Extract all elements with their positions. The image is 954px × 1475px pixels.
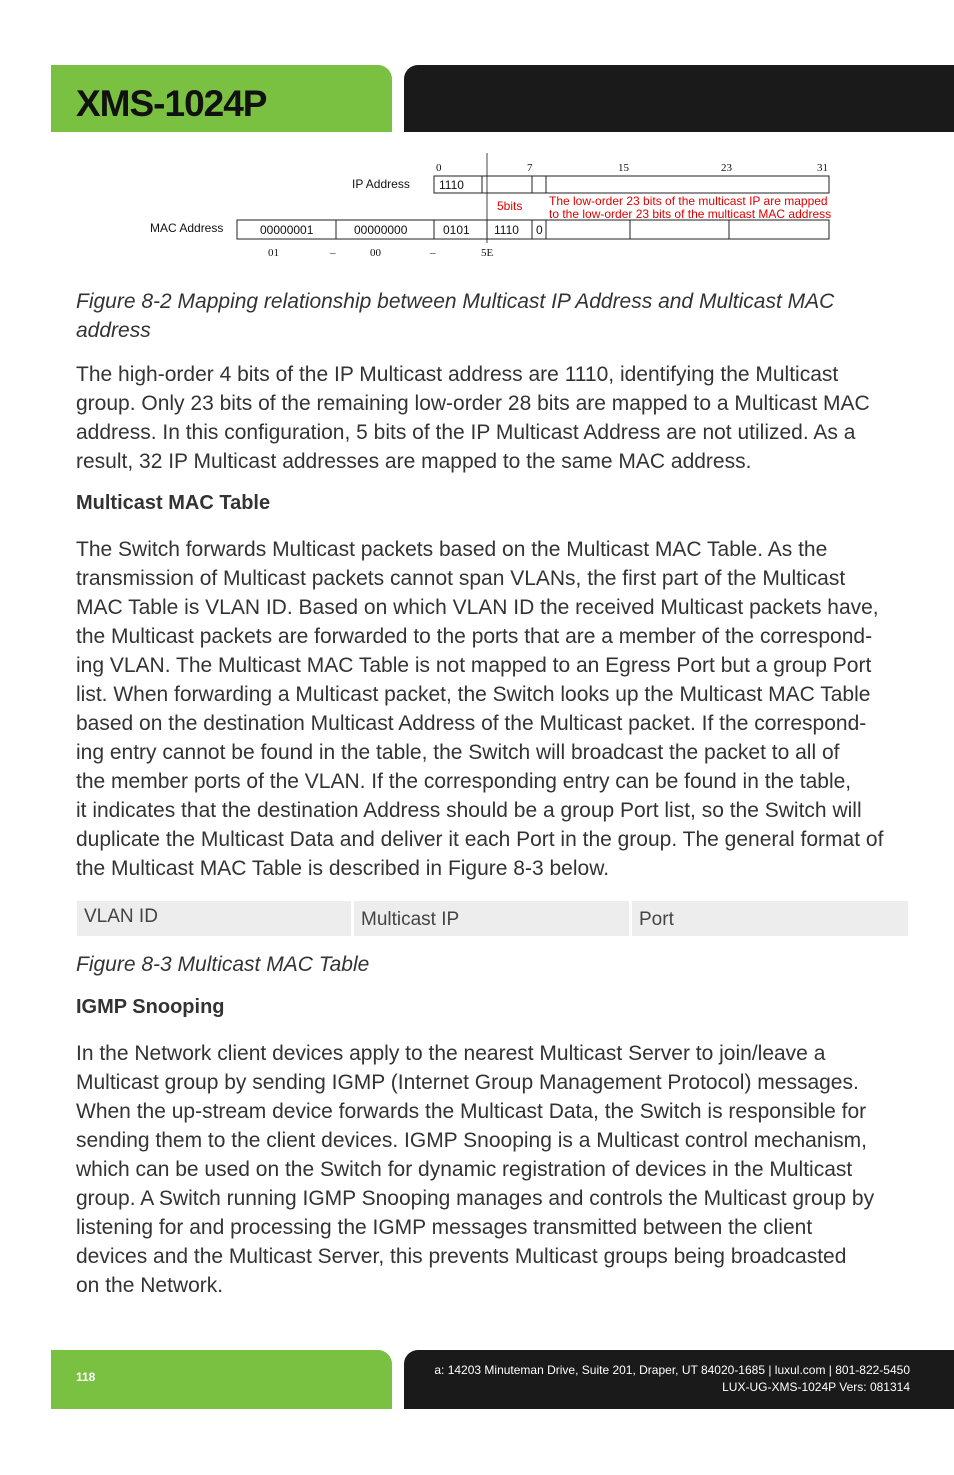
text-line: group. A Switch running IGMP Snooping manages and controls the Multicast group by xyxy=(76,1187,875,1210)
text-line: duplicate the Multicast Data and deliver it each Port in the group. The general format of xyxy=(76,828,884,851)
text-line: list. When forwarding a Multicast packet, the Switch looks up the Multicast MAC Table xyxy=(76,683,871,706)
text-line: devices and the Multicast Server, this prevents Multicast groups being broadcasted xyxy=(76,1245,847,1268)
ip-to-mac-mapping-diagram xyxy=(140,150,840,265)
footer-green-bar xyxy=(51,1350,392,1409)
text-line: transmission of Multicast packets cannot span VLANs, the first part of the Multicast xyxy=(76,567,846,590)
ip-address-box xyxy=(434,176,829,193)
footer-doc-id: LUX-UG-XMS-1024P Vers: 081314 xyxy=(722,1380,910,1394)
text-line: The Switch forwards Multicast packets based on the Multicast MAC Table. As the xyxy=(76,538,828,561)
text-line: address. In this configuration, 5 bits of the IP Multicast Address are not utilized. As a xyxy=(76,421,856,444)
multicast-mac-table-format xyxy=(77,901,908,936)
column-port: Port xyxy=(632,901,908,936)
mac-cell: 00000000 xyxy=(354,223,408,237)
header-green-bar xyxy=(51,65,392,132)
text-line: Multicast group by sending IGMP (Internet Group Management Protocol) messages. xyxy=(76,1071,859,1094)
mac-cell: 1110 xyxy=(494,223,519,237)
ip-address-label: IP Address xyxy=(352,177,410,191)
bit-position-23: 23 xyxy=(721,162,732,174)
document-title: XMS-1024P xyxy=(76,83,267,124)
figure-8-2-caption xyxy=(76,287,834,345)
mac-address-box xyxy=(237,220,829,239)
text-line: result, 32 IP Multicast addresses are mapped to the same MAC address. xyxy=(76,450,752,473)
footer-address: a: 14203 Minuteman Drive, Suite 201, Draper, UT 84020-1685 | luxul.com | 801-822-5450 xyxy=(434,1363,910,1377)
text-line: the Multicast packets are forwarded to the ports that are a member of the correspond- xyxy=(76,625,873,648)
header-black-bar xyxy=(404,65,954,132)
bit-position-15: 15 xyxy=(618,162,629,174)
text-line: MAC Table is VLAN ID. Based on which VLAN ID the received Multicast packets have, xyxy=(76,596,879,619)
ip-first-nibble: 1110 xyxy=(439,178,464,192)
caption-line: Figure 8-2 Mapping relationship between Multicast IP Address and Multicast MAC xyxy=(76,290,835,313)
mapping-note-line1: The low-order 23 bits of the multicast IP are mapped xyxy=(549,194,828,208)
column-vlan-id: VLAN ID xyxy=(77,901,351,936)
text-line: the Multicast MAC Table is described in Figure 8-3 below. xyxy=(76,857,610,880)
hex-byte: 00 xyxy=(370,247,381,259)
paragraph-igmp xyxy=(76,1039,874,1300)
heading-igmp-snooping: IGMP Snooping xyxy=(76,996,225,1018)
text-line: sending them to the client devices. IGMP Snooping is a Multicast control mechanism, xyxy=(76,1129,867,1152)
unused-bits-label: 5bits xyxy=(497,199,523,213)
text-line: The high-order 4 bits of the IP Multicast address are 1110, identifying the Multicast xyxy=(76,363,839,386)
column-multicast-ip: Multicast IP xyxy=(354,901,629,936)
text-line: the member ports of the VLAN. If the corresponding entry can be found in the table, xyxy=(76,770,852,793)
figure-8-3-caption: Figure 8-3 Multicast MAC Table xyxy=(76,953,370,976)
text-line: which can be used on the Switch for dynamic registration of devices in the Multicast xyxy=(76,1158,853,1181)
mac-cell: 0101 xyxy=(443,223,470,237)
text-line: When the up-stream device forwards the Multicast Data, the Switch is responsible for xyxy=(76,1100,867,1123)
text-line: group. Only 23 bits of the remaining low-order 28 bits are mapped to a Multicast MAC xyxy=(76,392,870,415)
text-line: on the Network. xyxy=(76,1274,224,1297)
hex-byte: 5E xyxy=(481,247,494,259)
heading-multicast-mac-table: Multicast MAC Table xyxy=(76,492,271,514)
hex-separator: – xyxy=(430,247,436,259)
mac-cell: 00000001 xyxy=(260,223,314,237)
bit-position-31: 31 xyxy=(817,162,828,174)
caption-line: address xyxy=(76,319,151,342)
hex-byte: 01 xyxy=(268,247,279,259)
text-line: listening for and processing the IGMP messages transmitted between the client xyxy=(76,1216,813,1239)
text-line: it indicates that the destination Address should be a group Port list, so the Switch will xyxy=(76,799,862,822)
text-line: based on the destination Multicast Address of the Multicast packet. If the correspond- xyxy=(76,712,867,735)
paragraph-mapping xyxy=(76,360,870,476)
text-line: In the Network client devices apply to the nearest Multicast Server to join/leave a xyxy=(76,1042,826,1065)
text-line: ing VLAN. The Multicast MAC Table is not mapped to an Egress Port but a group Port xyxy=(76,654,872,677)
paragraph-mac-table xyxy=(76,535,883,883)
mapping-note-line2: to the low-order 23 bits of the multicast MAC address xyxy=(549,207,832,221)
footer-black-bar xyxy=(404,1350,954,1409)
mac-address-label: MAC Address xyxy=(150,221,224,235)
hex-separator: – xyxy=(330,247,336,259)
bit-position-0: 0 xyxy=(436,162,442,174)
bit-position-7: 7 xyxy=(527,162,533,174)
page-number: 118 xyxy=(76,1370,96,1384)
mac-cell: 0 xyxy=(536,223,543,237)
text-line: ing entry cannot be found in the table, the Switch will broadcast the packet to all of xyxy=(76,741,840,764)
